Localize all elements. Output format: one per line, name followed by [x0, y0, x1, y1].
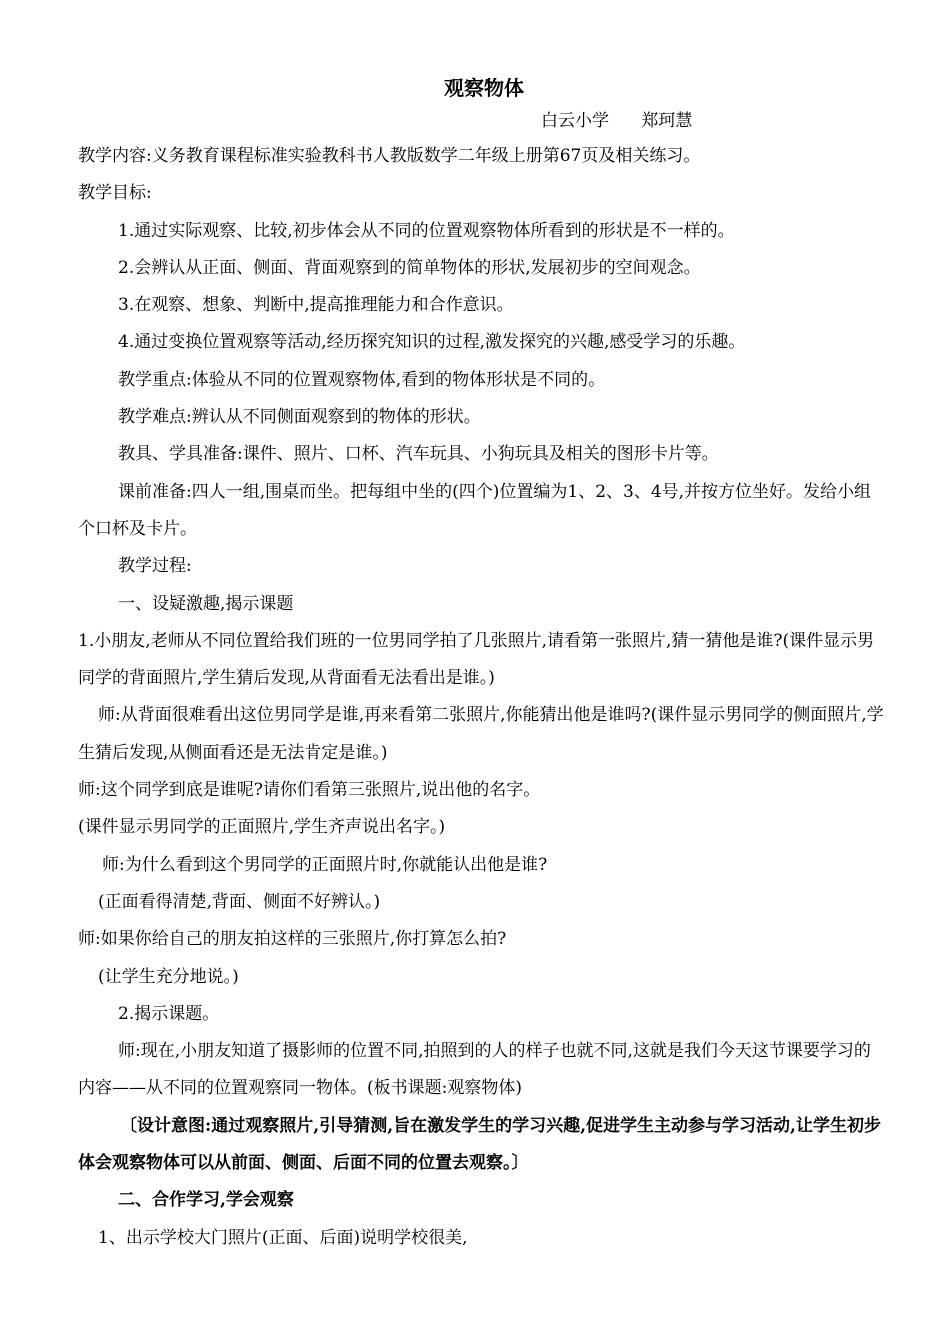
- paragraph-goal-1: 1.通过实际观察、比较,初步体会从不同的位置观察物体所看到的形状是不一样的。: [118, 220, 735, 241]
- paragraph-process-heading: 教学过程:: [118, 556, 192, 577]
- paragraph-goal-2: 2.会辨认从正面、侧面、背面观察到的简单物体的形状,发展初步的空间观念。: [118, 257, 701, 278]
- paragraph-teaching-content: 教学内容:义务教育课程标准实验教科书人教版数学二年级上册第67页及相关练习。: [78, 146, 701, 166]
- document-title: 观察物体: [444, 76, 524, 100]
- paragraph-teacher-question: 师:为什么看到这个男同学的正面照片时,你就能认出他是谁?: [102, 854, 548, 875]
- paragraph-materials: 教具、学具准备:课件、照片、口杯、汽车玩具、小狗玩具及相关的图形卡片等。: [118, 444, 719, 465]
- paragraph-teacher-summary: 师:现在,小朋友知道了摄影师的位置不同,拍照到的人的样子也就不同,这就是我们今天这节课要学习的内容——从不同的位置观察同一物体。(板书课题:观察物体): [78, 1041, 871, 1099]
- paragraph-section-2-heading: 二、合作学习,学会观察: [118, 1190, 294, 1211]
- paragraph-key-point: 教学重点:体验从不同的位置观察物体,看到的物体形状是不同的。: [118, 369, 606, 390]
- paragraph-teacher-photo: 师:如果你给自己的朋友拍这样的三张照片,你打算怎么拍?: [78, 929, 507, 950]
- document-author: 白云小学 郑珂慧: [541, 111, 693, 131]
- paragraph-section-1-heading: 一、设疑激趣,揭示课题: [118, 593, 294, 614]
- paragraph-step-1: 1.小朋友,老师从不同位置给我们班的一位男同学拍了几张照片,请看第一张照片,猜一猜他是谁?(课件显示男同学的背面照片,学生猜后发现,从背面看无法看出是谁。): [78, 630, 875, 689]
- paragraph-teaching-goals-heading: 教学目标:: [78, 183, 152, 204]
- paragraph-goal-3: 3.在观察、想象、判断中,提高推理能力和合作意识。: [118, 295, 514, 316]
- paragraph-section-2-step-1: 1、出示学校大门照片(正面、后面)说明学校很美,: [98, 1227, 468, 1248]
- paragraph-difficulty: 教学难点:辨认从不同侧面观察到的物体的形状。: [118, 407, 481, 428]
- paragraph-goal-4: 4.通过变换位置观察等活动,经历探究知识的过程,激发探究的兴趣,感受学习的乐趣。: [118, 332, 746, 353]
- paragraph-step-2: 2.揭示课题。: [118, 1003, 220, 1024]
- paragraph-teacher-2: 师:从背面很难看出这位男同学是谁,再来看第二张照片,你能猜出他是谁吗?(课件显示男同学的侧面照片,学生猜后发现,从侧面看还是无法肯定是谁。): [78, 705, 884, 763]
- paragraph-teacher-3: 师:这个同学到底是谁呢?请你们看第三张照片,说出他的名字。: [78, 780, 541, 801]
- paragraph-preparation: 课前准备:四人一组,围桌而坐。把每组中坐的(四个)位置编为1、2、3、4号,并按方位坐好。发给小组个口杯及卡片。: [78, 481, 872, 539]
- paragraph-let-students-say: (让学生充分地说。): [98, 966, 239, 987]
- paragraph-design-intent: 〔设计意图:通过观察照片,引导猜测,旨在激发学生的学习兴趣,促进学生主动参与学习活动,让学生初步体会观察物体可以从前面、侧面、后面不同的位置去观察。〕: [78, 1115, 881, 1174]
- paragraph-answer-front: (正面看得清楚,背面、侧面不好辨认。): [98, 891, 381, 912]
- paragraph-courseware-front: (课件显示男同学的正面照片,学生齐声说出名字。): [78, 817, 446, 838]
